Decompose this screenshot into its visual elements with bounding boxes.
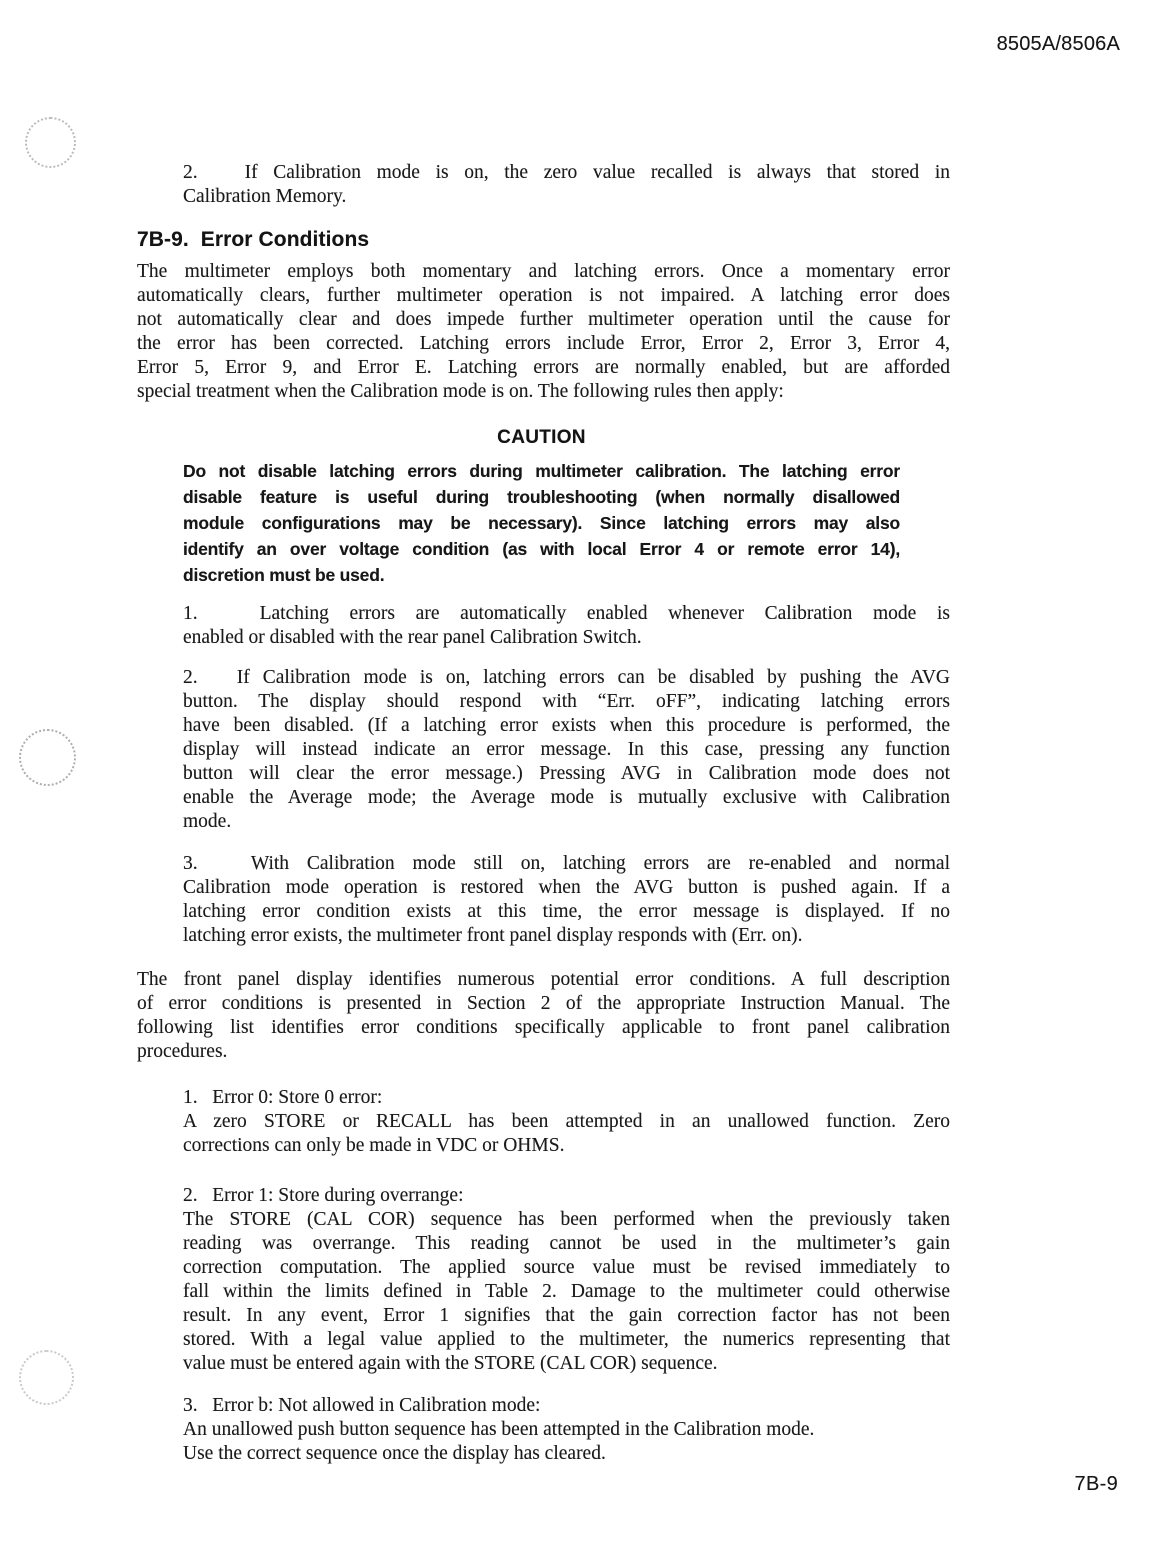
- text-line: of error conditions is presented in Section 2 of the appropriate Instruction Manual. The: [137, 993, 950, 1014]
- text-line: The front panel display identifies numerous potential error conditions. A full description: [137, 969, 950, 990]
- text-line: have been disabled. (If a latching error exists when this procedure is performed, the: [183, 715, 950, 736]
- section-heading: 7B-9. Error Conditions: [137, 228, 370, 251]
- text-line: An unallowed push button sequence has been attempted in the Calibration mode.: [183, 1419, 815, 1440]
- text-line: 3. Error b: Not allowed in Calibration mode:: [183, 1395, 541, 1416]
- text-line: result. In any event, Error 1 signifies that the gain correction factor has not been: [183, 1305, 950, 1326]
- list-item-recall-zero: [183, 161, 950, 209]
- text-line: 2. If Calibration mode is on, the zero value recalled is always that stored in: [183, 162, 950, 183]
- doc-model-header: 8505A/8506A: [996, 33, 1120, 55]
- text-line: 2. Error 1: Store during overrange:: [183, 1185, 464, 1206]
- paragraph-front-panel-display: [137, 968, 950, 1064]
- list-item-rule-3: [183, 852, 950, 948]
- paragraph-error-conditions-intro: [137, 260, 950, 404]
- list-item-rule-2: [183, 666, 950, 834]
- text-line: procedures.: [137, 1041, 228, 1062]
- list-item-error-0: [183, 1086, 950, 1158]
- text-line: special treatment when the Calibration mode is on. The following rules then apply:: [137, 381, 784, 402]
- list-item-rule-1: [183, 602, 950, 650]
- text-line: Do not disable latching errors during multimeter calibration. The latching error: [183, 461, 900, 481]
- punch-hole-middle: [19, 729, 76, 786]
- caution-text: [183, 458, 900, 588]
- caution-heading: CAUTION: [497, 427, 586, 448]
- text-line: A zero STORE or RECALL has been attempted in an unallowed function. Zero: [183, 1111, 950, 1132]
- text-line: latching error condition exists at this time, the error message is displayed. If no: [183, 901, 950, 922]
- punch-hole-bottom: [19, 1350, 74, 1405]
- text-line: discretion must be used.: [183, 565, 385, 585]
- text-line: button. The display should respond with “Err. oFF”, indicating latching errors: [183, 691, 950, 712]
- list-item-error-b: [183, 1394, 950, 1466]
- punch-hole-top: [25, 117, 76, 168]
- text-line: stored. With a legal value applied to the multimeter, the numerics representing that: [183, 1329, 950, 1350]
- content-column: [137, 161, 950, 1466]
- text-line: correction computation. The applied source value must be revised immediately to: [183, 1257, 950, 1278]
- text-line: automatically clears, further multimeter operation is not impaired. A latching error does: [137, 285, 950, 306]
- text-line: mode.: [183, 811, 232, 832]
- text-line: display will instead indicate an error message. In this case, pressing any function: [183, 739, 950, 760]
- text-line: Calibration mode operation is restored when the AVG button is pushed again. If a: [183, 877, 950, 898]
- text-line: The multimeter employs both momentary and latching errors. Once a momentary error: [137, 261, 950, 282]
- list-item-error-1: [183, 1184, 950, 1376]
- text-line: 1. Error 0: Store 0 error:: [183, 1087, 383, 1108]
- text-line: reading was overrange. This reading cannot be used in the multimeter’s gain: [183, 1233, 950, 1254]
- text-line: following list identifies error conditions specifically applicable to front panel calibration: [137, 1017, 950, 1038]
- text-line: 2. If Calibration mode is on, latching errors can be disabled by pushing the AVG: [183, 667, 950, 688]
- text-line: disable feature is useful during troubleshooting (when normally disallowed: [183, 487, 900, 507]
- page-number: 7B-9: [1074, 1473, 1118, 1495]
- text-line: The STORE (CAL COR) sequence has been performed when the previously taken: [183, 1209, 950, 1230]
- text-line: Calibration Memory.: [183, 186, 347, 207]
- text-line: 1. Latching errors are automatically enabled whenever Calibration mode is: [183, 603, 950, 624]
- text-line: corrections can only be made in VDC or OHMS.: [183, 1135, 565, 1156]
- text-line: identify an over voltage condition (as with local Error 4 or remote error 14),: [183, 539, 900, 559]
- text-line: not automatically clear and does impede further multimeter operation until the cause for: [137, 309, 950, 330]
- text-line: latching error exists, the multimeter front panel display responds with (Err. on).: [183, 925, 803, 946]
- text-line: fall within the limits defined in Table 2. Damage to the multimeter could otherwise: [183, 1281, 950, 1302]
- text-line: Error 5, Error 9, and Error E. Latching errors are normally enabled, but are afforded: [137, 357, 950, 378]
- text-line: Use the correct sequence once the display has cleared.: [183, 1443, 606, 1464]
- text-line: 3. With Calibration mode still on, latching errors are re-enabled and normal: [183, 853, 950, 874]
- text-line: value must be entered again with the STORE (CAL COR) sequence.: [183, 1353, 718, 1374]
- text-line: module configurations may be necessary). Since latching errors may also: [183, 513, 900, 533]
- text-line: button will clear the error message.) Pressing AVG in Calibration mode does not: [183, 763, 950, 784]
- text-line: enable the Average mode; the Average mode is mutually exclusive with Calibration: [183, 787, 950, 808]
- text-line: the error has been corrected. Latching errors include Error, Error 2, Error 3, Error 4,: [137, 333, 950, 354]
- text-line: enabled or disabled with the rear panel Calibration Switch.: [183, 627, 642, 648]
